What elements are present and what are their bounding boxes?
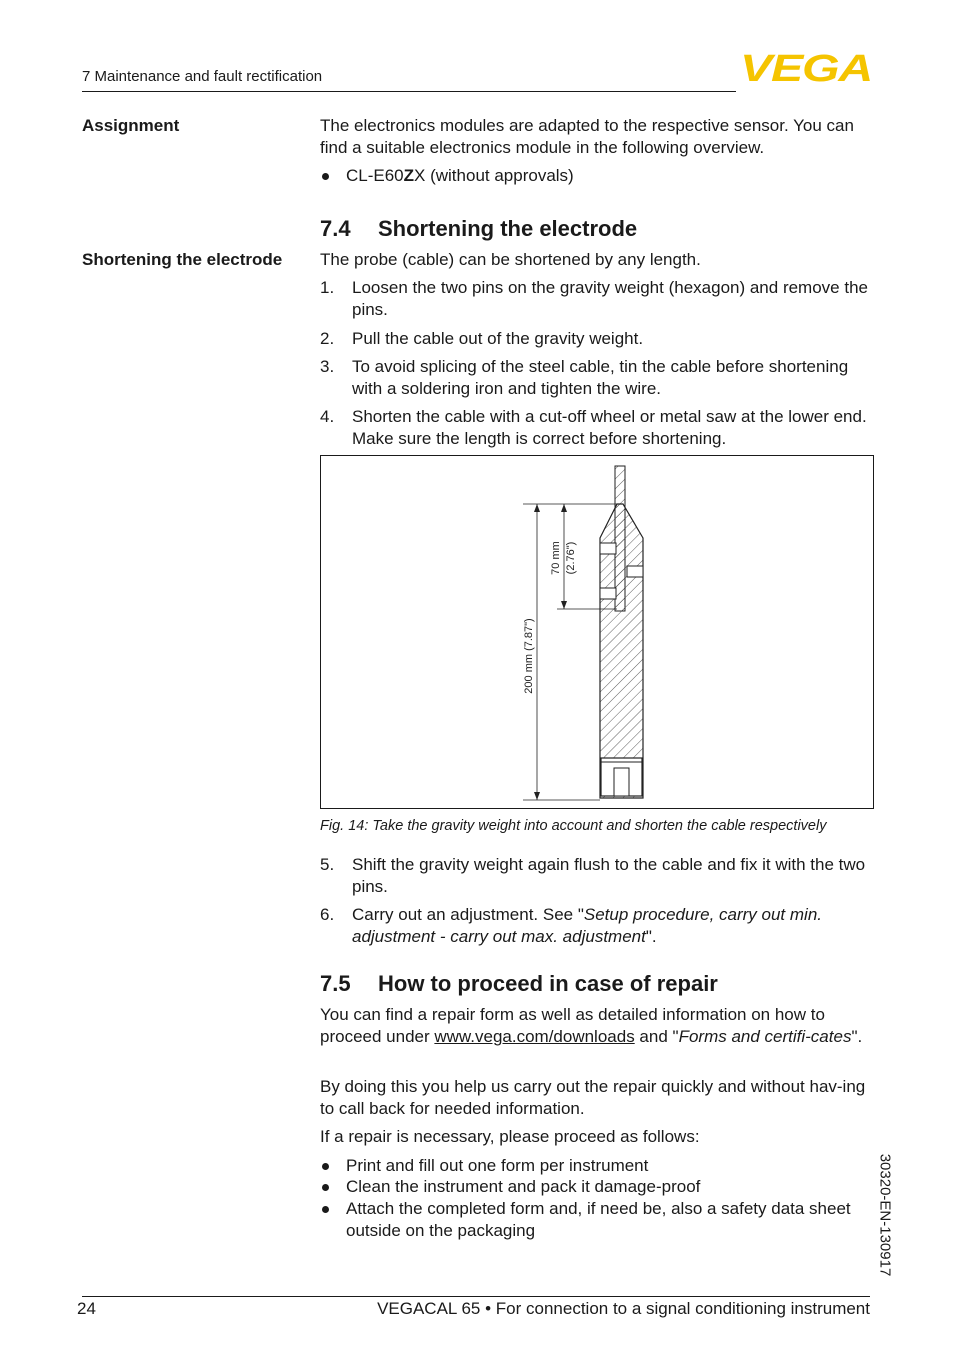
section-7-5-heading: 7.5 How to proceed in case of repair <box>320 971 718 996</box>
gravity-weight-drawing <box>321 456 873 808</box>
svg-text:VEGA: VEGA <box>740 50 872 86</box>
figure-caption: Fig. 14: Take the gravity weight into account and shorten the cable respectively <box>320 818 827 834</box>
bottom-bore <box>614 768 629 796</box>
repair-paragraph-3: If a repair is necessary, please proceed as follows: <box>320 1127 700 1146</box>
vega-logo <box>740 50 874 86</box>
figure-14 <box>320 455 874 809</box>
downloads-link[interactable]: www.vega.com/downloads <box>434 1027 635 1046</box>
shortening-label: Shortening the electrode <box>82 250 283 269</box>
dim-70-mm-label: 70 mm <box>550 541 562 575</box>
document-code: 30320-EN-130917 <box>876 1153 894 1277</box>
pin-bottom <box>600 588 616 599</box>
section-7-4-heading: 7.4 Shortening the electrode <box>320 216 638 241</box>
page-number: 24 <box>77 1299 96 1318</box>
dim-200-label: 200 mm (7.87") <box>523 618 535 694</box>
assignment-bullet-text: CL-E60ZX (without approvals) <box>346 166 574 185</box>
repair-paragraph-1: You can find a repair form as well as detailed information on how to proceed under www.vega.com/downloads and "Forms and certifi-cates". <box>320 1005 863 1046</box>
shortening-intro: The probe (cable) can be shortened by any length. <box>320 250 701 269</box>
header-rule <box>82 91 736 92</box>
footer-title: VEGACAL 65 • For connection to a signal conditioning instrument <box>377 1299 870 1318</box>
repair-paragraph-2: By doing this you help us carry out the repair quickly and without hav-ing to call back for needed information. <box>320 1077 866 1118</box>
dim-70-in-label: (2.76") <box>565 541 577 575</box>
running-header: 7 Maintenance and fault rectification <box>82 68 323 85</box>
pin-top <box>600 543 616 554</box>
assignment-text: The electronics modules are adapted to the respective sensor. You can find a suitable electronics module in the following overview. <box>320 116 854 157</box>
footer-rule <box>82 1296 870 1297</box>
pin-right <box>627 566 643 577</box>
assignment-label: Assignment <box>82 116 180 135</box>
